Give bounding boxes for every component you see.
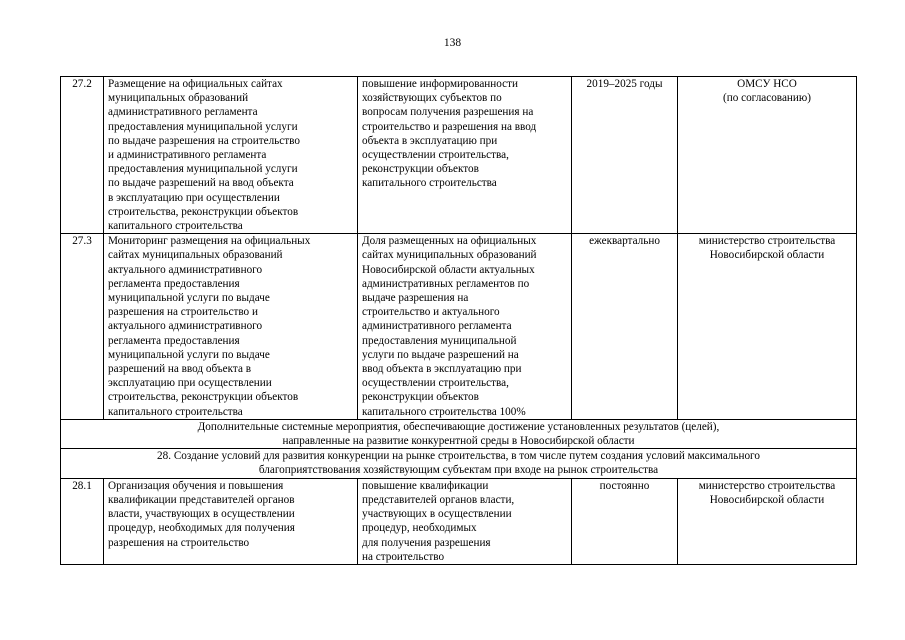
result-line: Доля размещенных на официальных: [362, 235, 537, 248]
row-number-cell: [61, 478, 104, 564]
result-line: реконструкции объектов: [362, 391, 479, 404]
deadline-cell: [572, 77, 678, 234]
action-cell: [104, 478, 358, 564]
action-line: муниципальной услуги по выдаче: [108, 348, 270, 361]
action-line: строительства, реконструкции объектов: [108, 205, 299, 218]
action-line: разрешений на ввод объекта в: [108, 363, 251, 376]
result-cell: [358, 478, 572, 564]
result-line: капитального строительства: [362, 177, 497, 190]
row-number-cell: [61, 234, 104, 420]
action-line: предоставления муниципальной услуги: [108, 120, 298, 133]
section-heading-line: Дополнительные системные мероприятия, обеспечивающие достижение установленных результатов (целей),: [197, 420, 720, 433]
result-line: осуществлении строительства,: [362, 149, 509, 162]
result-line: вопросам получения разрешения на: [362, 106, 534, 119]
responsible-line: Новосибирской области: [709, 249, 825, 262]
action-line: эксплуатацию при осуществлении: [108, 377, 272, 390]
result-line: строительство и разрешения на ввод: [362, 120, 537, 133]
action-line: по выдаче разрешения на строительство: [108, 134, 300, 147]
section-heading-row: [61, 419, 857, 448]
action-line: Мониторинг размещения на официальных: [108, 235, 311, 248]
result-line: строительство и актуального: [362, 306, 500, 319]
result-line: сайтах муниципальных образований: [362, 249, 537, 262]
action-line: капитального строительства: [108, 220, 243, 233]
deadline: постоянно: [599, 479, 650, 492]
action-cell: [104, 77, 358, 234]
action-line: актуального административного: [108, 320, 263, 333]
action-line: актуального административного: [108, 263, 263, 276]
result-line: повышение квалификации: [362, 479, 489, 492]
result-line: административного регламента: [362, 320, 512, 333]
row-number: 27.2: [72, 78, 92, 90]
table-row: [61, 478, 857, 564]
subsection-heading: [61, 449, 857, 478]
action-line: капитального строительства: [108, 405, 243, 418]
result-line: капитального строительства 100%: [362, 405, 526, 418]
subsection-heading-line: благоприятствования хозяйствующим субъектам при входе на рынок строительства: [258, 464, 659, 477]
result-cell: [358, 77, 572, 234]
row-number: 28.1: [72, 479, 92, 492]
section-heading: [61, 419, 857, 448]
responsible-line: Новосибирской области: [709, 493, 825, 506]
action-line: строительства, реконструкции объектов: [108, 391, 299, 404]
action-cell: [104, 234, 358, 420]
result-line: представителей органов власти,: [362, 493, 515, 506]
result-line: административных регламентов по: [362, 277, 530, 290]
responsible-cell: [678, 77, 857, 234]
result-line: услуги по выдаче разрешений на: [362, 348, 519, 361]
result-line: Новосибирской области актуальных: [362, 263, 535, 276]
action-line: и административного регламента: [108, 149, 267, 162]
action-line: разрешения на строительство и: [108, 306, 258, 319]
responsible-line: министерство строительства: [698, 479, 836, 492]
result-line: ввод объекта в эксплуатацию при: [362, 363, 522, 376]
action-line: Размещение на официальных сайтах: [108, 78, 283, 90]
measures-table: [60, 76, 857, 565]
result-line: предоставления муниципальной: [362, 334, 517, 347]
action-line: квалификации представителей органов: [108, 493, 295, 506]
deadline: ежеквартально: [589, 235, 660, 248]
result-line: осуществлении строительства,: [362, 377, 509, 390]
result-cell: [358, 234, 572, 420]
result-line: для получения разрешения: [362, 536, 491, 549]
action-line: разрешения на строительство: [108, 536, 250, 549]
result-line: хозяйствующих субъектов по: [362, 92, 502, 105]
action-line: Организация обучения и повышения: [108, 479, 284, 492]
result-line: на строительство: [362, 550, 445, 563]
action-line: в эксплуатацию при осуществлении: [108, 191, 280, 204]
action-line: регламента предоставления: [108, 334, 240, 347]
deadline-cell: [572, 478, 678, 564]
deadline-cell: [572, 234, 678, 420]
section-heading-line: направленные на развитие конкурентной среды в Новосибирской области: [282, 435, 635, 448]
result-line: выдаче разрешения на: [362, 292, 469, 305]
responsible-line: министерство строительства: [698, 235, 836, 248]
result-line: реконструкции объектов: [362, 163, 479, 176]
action-line: предоставления муниципальной услуги: [108, 163, 298, 176]
action-line: муниципальных образований: [108, 92, 249, 105]
responsible-line: ОМСУ НСО: [737, 78, 797, 90]
responsible-cell: [678, 234, 857, 420]
table-row: [61, 234, 857, 420]
row-number-cell: [61, 77, 104, 234]
action-line: процедур, необходимых для получения: [108, 522, 295, 535]
page-number: 138: [443, 37, 462, 49]
result-line: повышение информированности: [362, 78, 518, 90]
deadline: 2019–2025 годы: [586, 78, 663, 90]
table-row: [61, 77, 857, 234]
action-line: по выдаче разрешений на ввод объекта: [108, 177, 294, 190]
action-line: регламента предоставления: [108, 277, 240, 290]
result-line: участвующих в осуществлении: [362, 508, 512, 521]
responsible-line: (по согласованию): [723, 92, 811, 105]
action-line: муниципальной услуги по выдаче: [108, 292, 270, 305]
row-number: 27.3: [72, 235, 92, 248]
subsection-heading-line: 28. Создание условий для развития конкуренции на рынке строительства, в том числе путем создания условий максимального: [157, 450, 760, 463]
action-line: сайтах муниципальных образований: [108, 249, 283, 262]
action-line: административного регламента: [108, 106, 258, 119]
result-line: объекта в эксплуатацию при: [362, 134, 498, 147]
subsection-heading-row: [61, 449, 857, 478]
action-line: власти, участвующих в осуществлении: [108, 508, 295, 521]
result-line: процедур, необходимых: [362, 522, 477, 535]
responsible-cell: [678, 478, 857, 564]
